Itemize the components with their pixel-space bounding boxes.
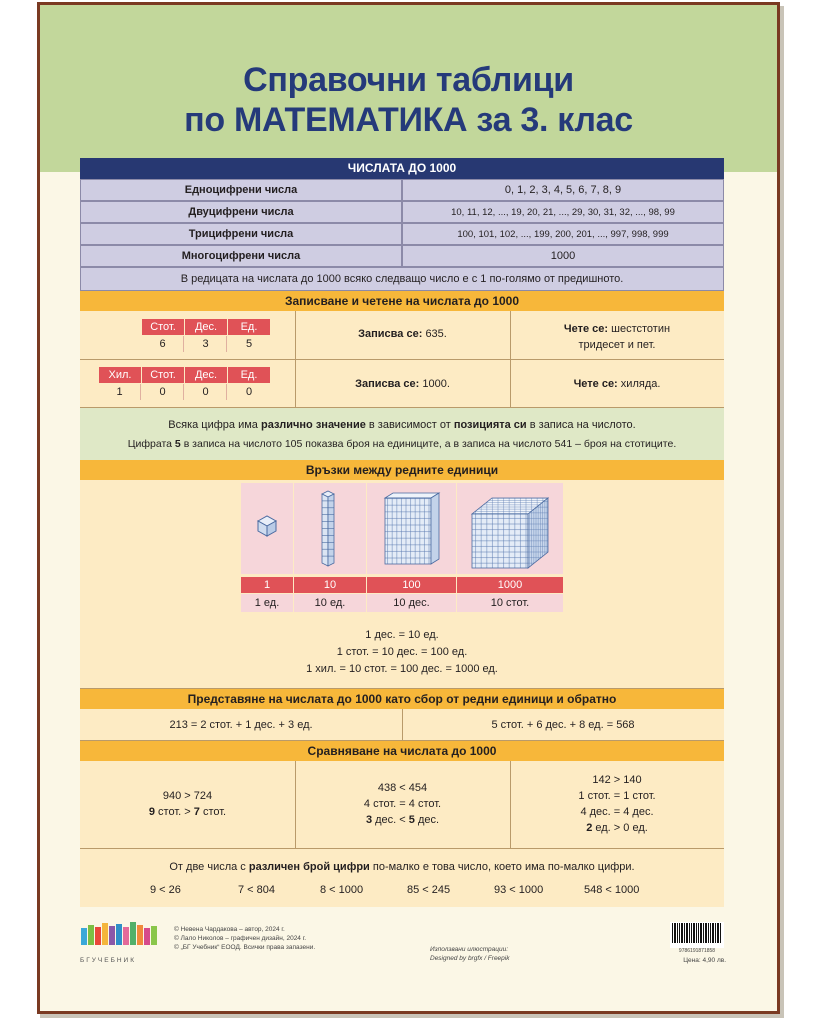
unit-number: 1	[241, 577, 293, 593]
compare-rule	[80, 858, 724, 876]
credits	[174, 925, 315, 952]
ten-rod-icon	[318, 490, 338, 568]
illustrations-credit	[430, 945, 509, 963]
compare-example: 85 < 245	[407, 884, 451, 896]
text-run: Цифрата	[127, 438, 172, 450]
compare-line: 142 > 140	[592, 774, 642, 786]
place-head-tens: Дес.	[185, 367, 227, 383]
header-band	[40, 5, 777, 172]
numbers-row-label: Многоцифрени числа	[80, 245, 402, 267]
read-label: Чете се:	[563, 323, 609, 335]
sum-left: 213 = 2 стот. + 1 дес. + 3 ед.	[169, 719, 313, 731]
written-1000	[295, 378, 510, 390]
price: Цена: 4,90 лв.	[683, 957, 726, 964]
place-value: 0	[228, 384, 270, 400]
sum-right: 5 стот. + 6 дес. + 8 ед. = 568	[491, 719, 635, 731]
compare-line: 4 стот. = 4 стот.	[363, 798, 442, 810]
place-head-hundreds: Стот.	[142, 367, 184, 383]
sum-header: Представяне на числата до 1000 като сбор от редни единици и обратно	[80, 689, 724, 709]
written-label: Записва се:	[358, 328, 423, 340]
logo-text: БГУЧЕБНИК	[80, 957, 137, 964]
text-run: Всяка цифра има	[168, 419, 258, 431]
position-line2	[80, 435, 724, 453]
unit-number: 1000	[457, 577, 563, 593]
compare-header: Сравняване на числата до 1000	[80, 741, 724, 761]
text-run-bold: различно значение	[260, 419, 366, 431]
writing-header: Записване и четене на числата до 1000	[80, 291, 724, 311]
read-value: шестстотин тридесет и пет.	[578, 323, 671, 351]
compare-line: 438 < 454	[377, 782, 428, 794]
bguchebnik-logo-icon	[80, 920, 164, 954]
unit-label: 10 дес.	[367, 594, 456, 612]
read-1000	[510, 378, 724, 390]
numbers-row-value: 1000	[402, 245, 724, 267]
place-head-units: Ед.	[228, 319, 270, 335]
writing-row-divider	[80, 359, 724, 360]
credit-line: © „БГ Учебник“ ЕООД. Всички права запазени.	[174, 944, 316, 951]
writing-col-divider	[295, 311, 296, 408]
credit-line: © Лало Николов – графичен дизайн, 2024 г.	[174, 935, 307, 942]
read-635	[510, 321, 724, 353]
unit-label: 1 ед.	[241, 594, 293, 612]
unit-number: 100	[367, 577, 456, 593]
numbers-row-label: Двуцифрени числа	[80, 201, 402, 223]
read-label: Чете се:	[573, 378, 618, 390]
compare-line: 3 дес. < 5 дес.	[365, 814, 440, 826]
unit-number: 10	[294, 577, 366, 593]
numbers-row-value: 100, 101, 102, ..., 199, 200, 201, ..., 997, 998, 999	[402, 223, 724, 245]
text-run: в зависимост от	[368, 419, 451, 431]
text-run: по-малко е това число, което има по-малко цифри.	[372, 861, 635, 873]
compare-line: 1 стот. = 1 стот.	[578, 790, 656, 802]
place-value: 0	[142, 384, 184, 400]
compare-line: 2 ед. > 0 ед.	[586, 822, 648, 834]
numbers-row-value: 10, 11, 12, ..., 19, 20, 21, ..., 29, 30, 31, 32, ..., 98, 99	[402, 201, 724, 223]
compare-example: 8 < 1000	[320, 884, 364, 896]
place-head-units: Ед.	[228, 367, 270, 383]
text-run: в записа на числото 105 показва броя на единиците, а в записа на числото 541 – броя на стотиците.	[183, 438, 677, 450]
written-label: Записва се:	[355, 378, 420, 390]
hundred-flat-icon	[383, 492, 441, 568]
place-value: 0	[185, 384, 227, 400]
units-eq3: 1 хил. = 10 стот. = 100 дес. = 1000 ед.	[306, 663, 498, 675]
units-eq1: 1 дес. = 10 ед.	[365, 629, 439, 641]
place-head-tens: Дес.	[185, 319, 227, 335]
units-header: Връзки между редните единици	[80, 460, 724, 480]
text-run: От две числа с	[169, 861, 246, 873]
compare-example: 9 < 26	[150, 884, 181, 896]
thousand-cube-icon	[470, 496, 550, 570]
compare-example: 7 < 804	[238, 884, 276, 896]
poster	[37, 2, 780, 1014]
credit-line: © Невена Чардакова – автор, 2024 г.	[174, 926, 285, 933]
place-value: 3	[185, 336, 227, 352]
compare-example: 93 < 1000	[494, 884, 544, 896]
text-run-bold: 5	[174, 438, 181, 450]
unit-cube-icon	[256, 514, 278, 538]
isbn: 9786191871858	[678, 948, 716, 954]
numbers-row-label: Трицифрени числа	[80, 223, 402, 245]
written-value: 635.	[425, 328, 447, 340]
compare-line: 940 > 724	[162, 790, 213, 802]
place-value: 1	[99, 384, 141, 400]
credit-line: Използвани илюстрации:	[430, 946, 509, 953]
place-head-thousands: Хил.	[99, 367, 141, 383]
page-title-line1: Справочни таблици	[243, 61, 574, 99]
written-value: 1000.	[422, 378, 450, 390]
credit-line: Designed by brgfx / Freepik	[430, 955, 510, 962]
unit-label: 10 ед.	[294, 594, 366, 612]
compare-line: 4 дес. = 4 дес.	[580, 806, 654, 818]
numbers-note: В редицата на числата до 1000 всяко следващо число е с 1 по-голямо от предишното.	[80, 267, 724, 291]
units-eq2: 1 стот. = 10 дес. = 100 ед.	[336, 646, 468, 658]
compare-col1	[80, 788, 295, 820]
numbers-row-value: 0, 1, 2, 3, 4, 5, 6, 7, 8, 9	[402, 179, 724, 201]
unit-label: 10 стот.	[457, 594, 563, 612]
place-value: 5	[228, 336, 270, 352]
text-run-bold: различен брой цифри	[248, 861, 370, 873]
text-run-bold: позицията си	[453, 419, 527, 431]
place-value: 6	[142, 336, 184, 352]
barcode-icon	[670, 922, 724, 948]
read-value: хиляда.	[620, 378, 661, 390]
numbers-header: ЧИСЛАТА ДО 1000	[80, 158, 724, 179]
compare-line: 9 стот. > 7 стот.	[148, 806, 227, 818]
compare-col3	[510, 772, 724, 836]
text-run: в записа на числото.	[529, 419, 636, 431]
compare-example: 548 < 1000	[584, 884, 640, 896]
compare-col2	[295, 780, 510, 828]
written-635	[295, 328, 510, 340]
page-title-line2: по МАТЕМАТИКА за 3. клас	[184, 101, 633, 139]
place-head-hundreds: Стот.	[142, 319, 184, 335]
numbers-row-label: Едноцифрени числа	[80, 179, 402, 201]
position-line1	[80, 416, 724, 434]
